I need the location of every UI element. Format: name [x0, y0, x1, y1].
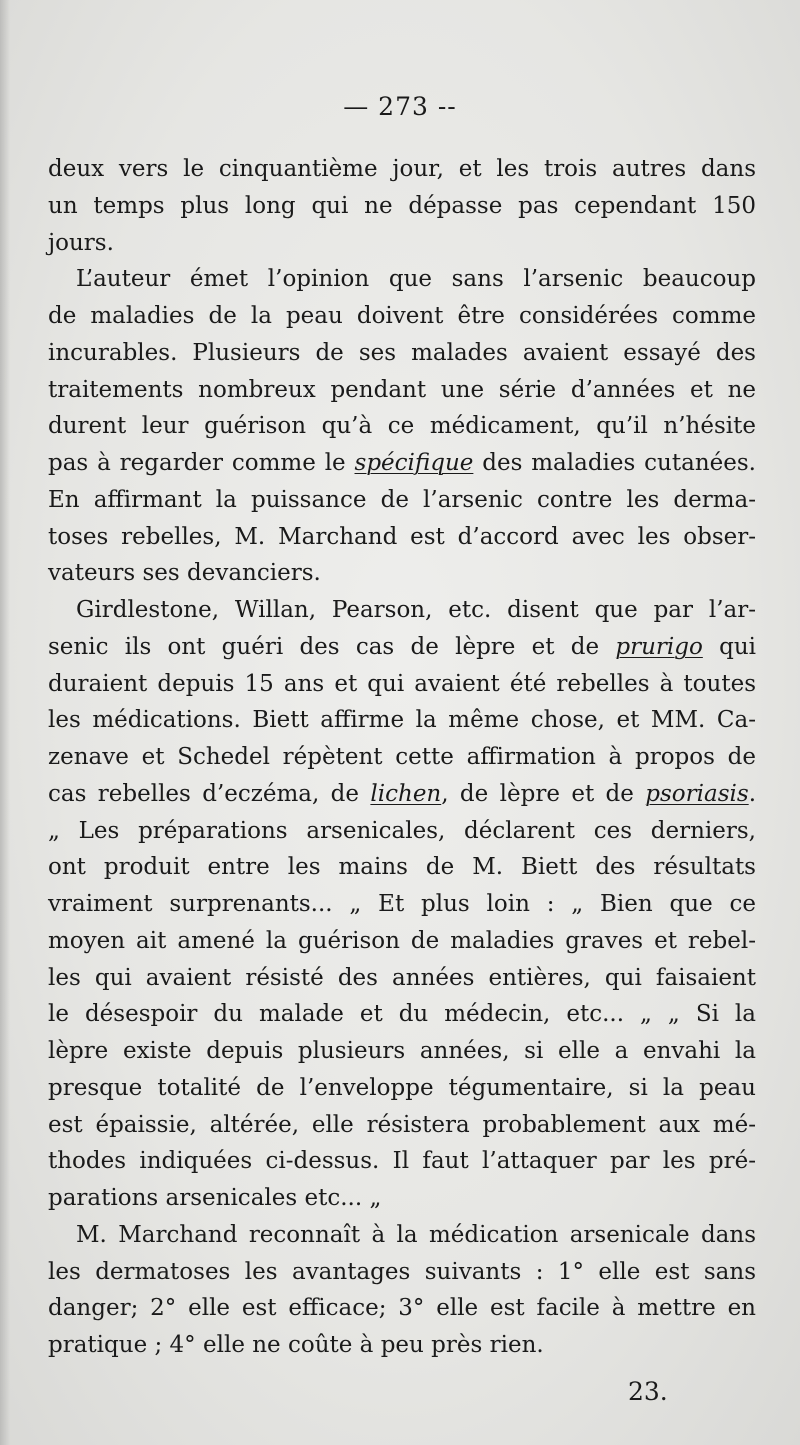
text-line	[48, 151, 756, 188]
text-line	[48, 1143, 756, 1180]
text-line	[48, 1290, 756, 1327]
text-segment: incurables. Plusieurs de ses malades avaient essayé des	[48, 339, 756, 366]
text-segment: deux vers le cinquantième jour, et les trois autres dans	[48, 156, 756, 182]
italic-term: psoriasis	[645, 780, 749, 807]
text-segment: L’auteur émet l’opinion que sans l’arsenic beaucoup	[76, 266, 756, 293]
text-line	[48, 592, 756, 629]
text-line	[48, 1033, 756, 1070]
text-segment: danger; 2° elle est efficace; 3° elle est facile à mettre en	[48, 1295, 756, 1322]
text-segment: les dermatoses les avantages suivants : 1° elle est sans	[48, 1258, 756, 1285]
text-line	[48, 996, 756, 1033]
text-line	[48, 666, 756, 703]
text-line	[48, 261, 756, 298]
text-line	[48, 1254, 756, 1291]
text-segment: les qui avaient résisté des années entières, qui faisaient	[48, 964, 756, 991]
text-segment: Girdlestone, Willan, Pearson, etc. disent que par l’ar-	[76, 597, 756, 623]
italic-term: spécifique	[354, 450, 474, 476]
text-segment: moyen ait amené la guérison de maladies graves et rebel-	[48, 927, 756, 954]
text-segment: , de	[441, 780, 500, 807]
text-segment: , de	[312, 780, 371, 807]
text-segment: lèpre existe depuis plusieurs années, si elle a envahi la	[48, 1038, 756, 1064]
text-line	[48, 225, 756, 262]
text-line	[48, 482, 756, 519]
text-segment: cas rebelles d’	[48, 780, 225, 807]
text-segment: le désespoir du malade et du médecin, etc... „ „ Si la	[48, 1001, 756, 1028]
text-segment: .	[748, 780, 756, 807]
text-line	[48, 1070, 756, 1107]
text-segment: et de	[559, 780, 646, 807]
text-segment: En affirmant la puissance de l’arsenic contre les derma-	[48, 486, 756, 513]
text-segment: durent leur guérison qu’à ce médicament, qu’il n’hésite	[48, 413, 756, 440]
text-line	[48, 923, 756, 960]
text-segment: presque totalité de l’enveloppe tégumentaire, si la peau	[48, 1074, 756, 1101]
text-line	[48, 519, 756, 556]
text-line	[48, 776, 756, 813]
text-segment: toses rebelles, M. Marchand est d’accord avec les obser-	[48, 523, 756, 550]
body-text	[48, 151, 756, 1364]
text-line	[48, 408, 756, 445]
text-line	[48, 1107, 756, 1144]
text-segment: les médications. Biett affirme la même chose, et MM. Ca-	[48, 707, 756, 734]
text-line	[48, 813, 756, 850]
text-segment: parations arsenicales etc... „	[48, 1185, 382, 1211]
italic-term: lichen	[370, 780, 442, 807]
text-segment: de maladies de la peau doivent être considérées comme	[48, 303, 756, 329]
text-segment: pas à regarder comme le	[48, 450, 355, 476]
italic-term: prurigo	[615, 633, 703, 660]
text-segment: duraient depuis 15 ans et qui avaient été rebelles à toutes	[48, 670, 756, 697]
text-segment: senic ils ont guéri des cas de	[48, 633, 456, 660]
text-line	[48, 1327, 756, 1364]
signature-mark: 23.	[628, 1377, 668, 1406]
italic-term: eczéma	[224, 780, 312, 807]
text-segment: thodes indiquées ci-dessus. Il faut l’attaquer par les pré-	[48, 1148, 756, 1175]
text-segment: un temps plus long qui ne dépasse pas cependant 150	[48, 192, 756, 219]
text-line	[48, 886, 756, 923]
text-line	[48, 849, 756, 886]
text-line	[48, 739, 756, 776]
text-segment: traitements nombreux pendant une série d’années et ne	[48, 376, 756, 403]
text-segment: zenave et Schedel répètent cette affirmation à propos de	[48, 744, 756, 770]
text-line	[48, 335, 756, 372]
text-line	[48, 298, 756, 335]
italic-term: lèpre	[455, 633, 516, 660]
page-number-header: — 273 --	[343, 92, 457, 121]
text-segment: pratique ; 4° elle ne coûte à peu près rien.	[48, 1332, 544, 1358]
italic-term: lèpre	[499, 780, 560, 807]
text-segment: M. Marchand reconnaît à la médication arsenicale dans	[76, 1221, 756, 1248]
text-line	[48, 372, 756, 409]
text-segment: est épaissie, altérée, elle résistera probablement aux mé-	[48, 1111, 756, 1138]
text-segment: ont produit entre les mains de M. Biett des résultats	[48, 854, 756, 881]
text-line	[48, 702, 756, 739]
text-line	[48, 629, 756, 666]
text-line	[48, 188, 756, 225]
text-segment: „ Les préparations arsenicales, déclarent ces derniers,	[48, 817, 756, 844]
text-line	[48, 445, 756, 482]
text-line	[48, 1217, 756, 1254]
text-segment: des maladies cutanées.	[473, 450, 756, 476]
text-line	[48, 960, 756, 997]
text-segment: vraiment surprenants... „ Et plus loin : „ Bien que ce	[48, 891, 756, 917]
text-line	[48, 1180, 756, 1217]
text-segment: et de	[515, 633, 616, 660]
text-segment: qui	[702, 633, 756, 660]
text-segment: jours.	[48, 229, 114, 256]
text-segment: vateurs ses devanciers.	[48, 560, 321, 587]
text-line	[48, 555, 756, 592]
